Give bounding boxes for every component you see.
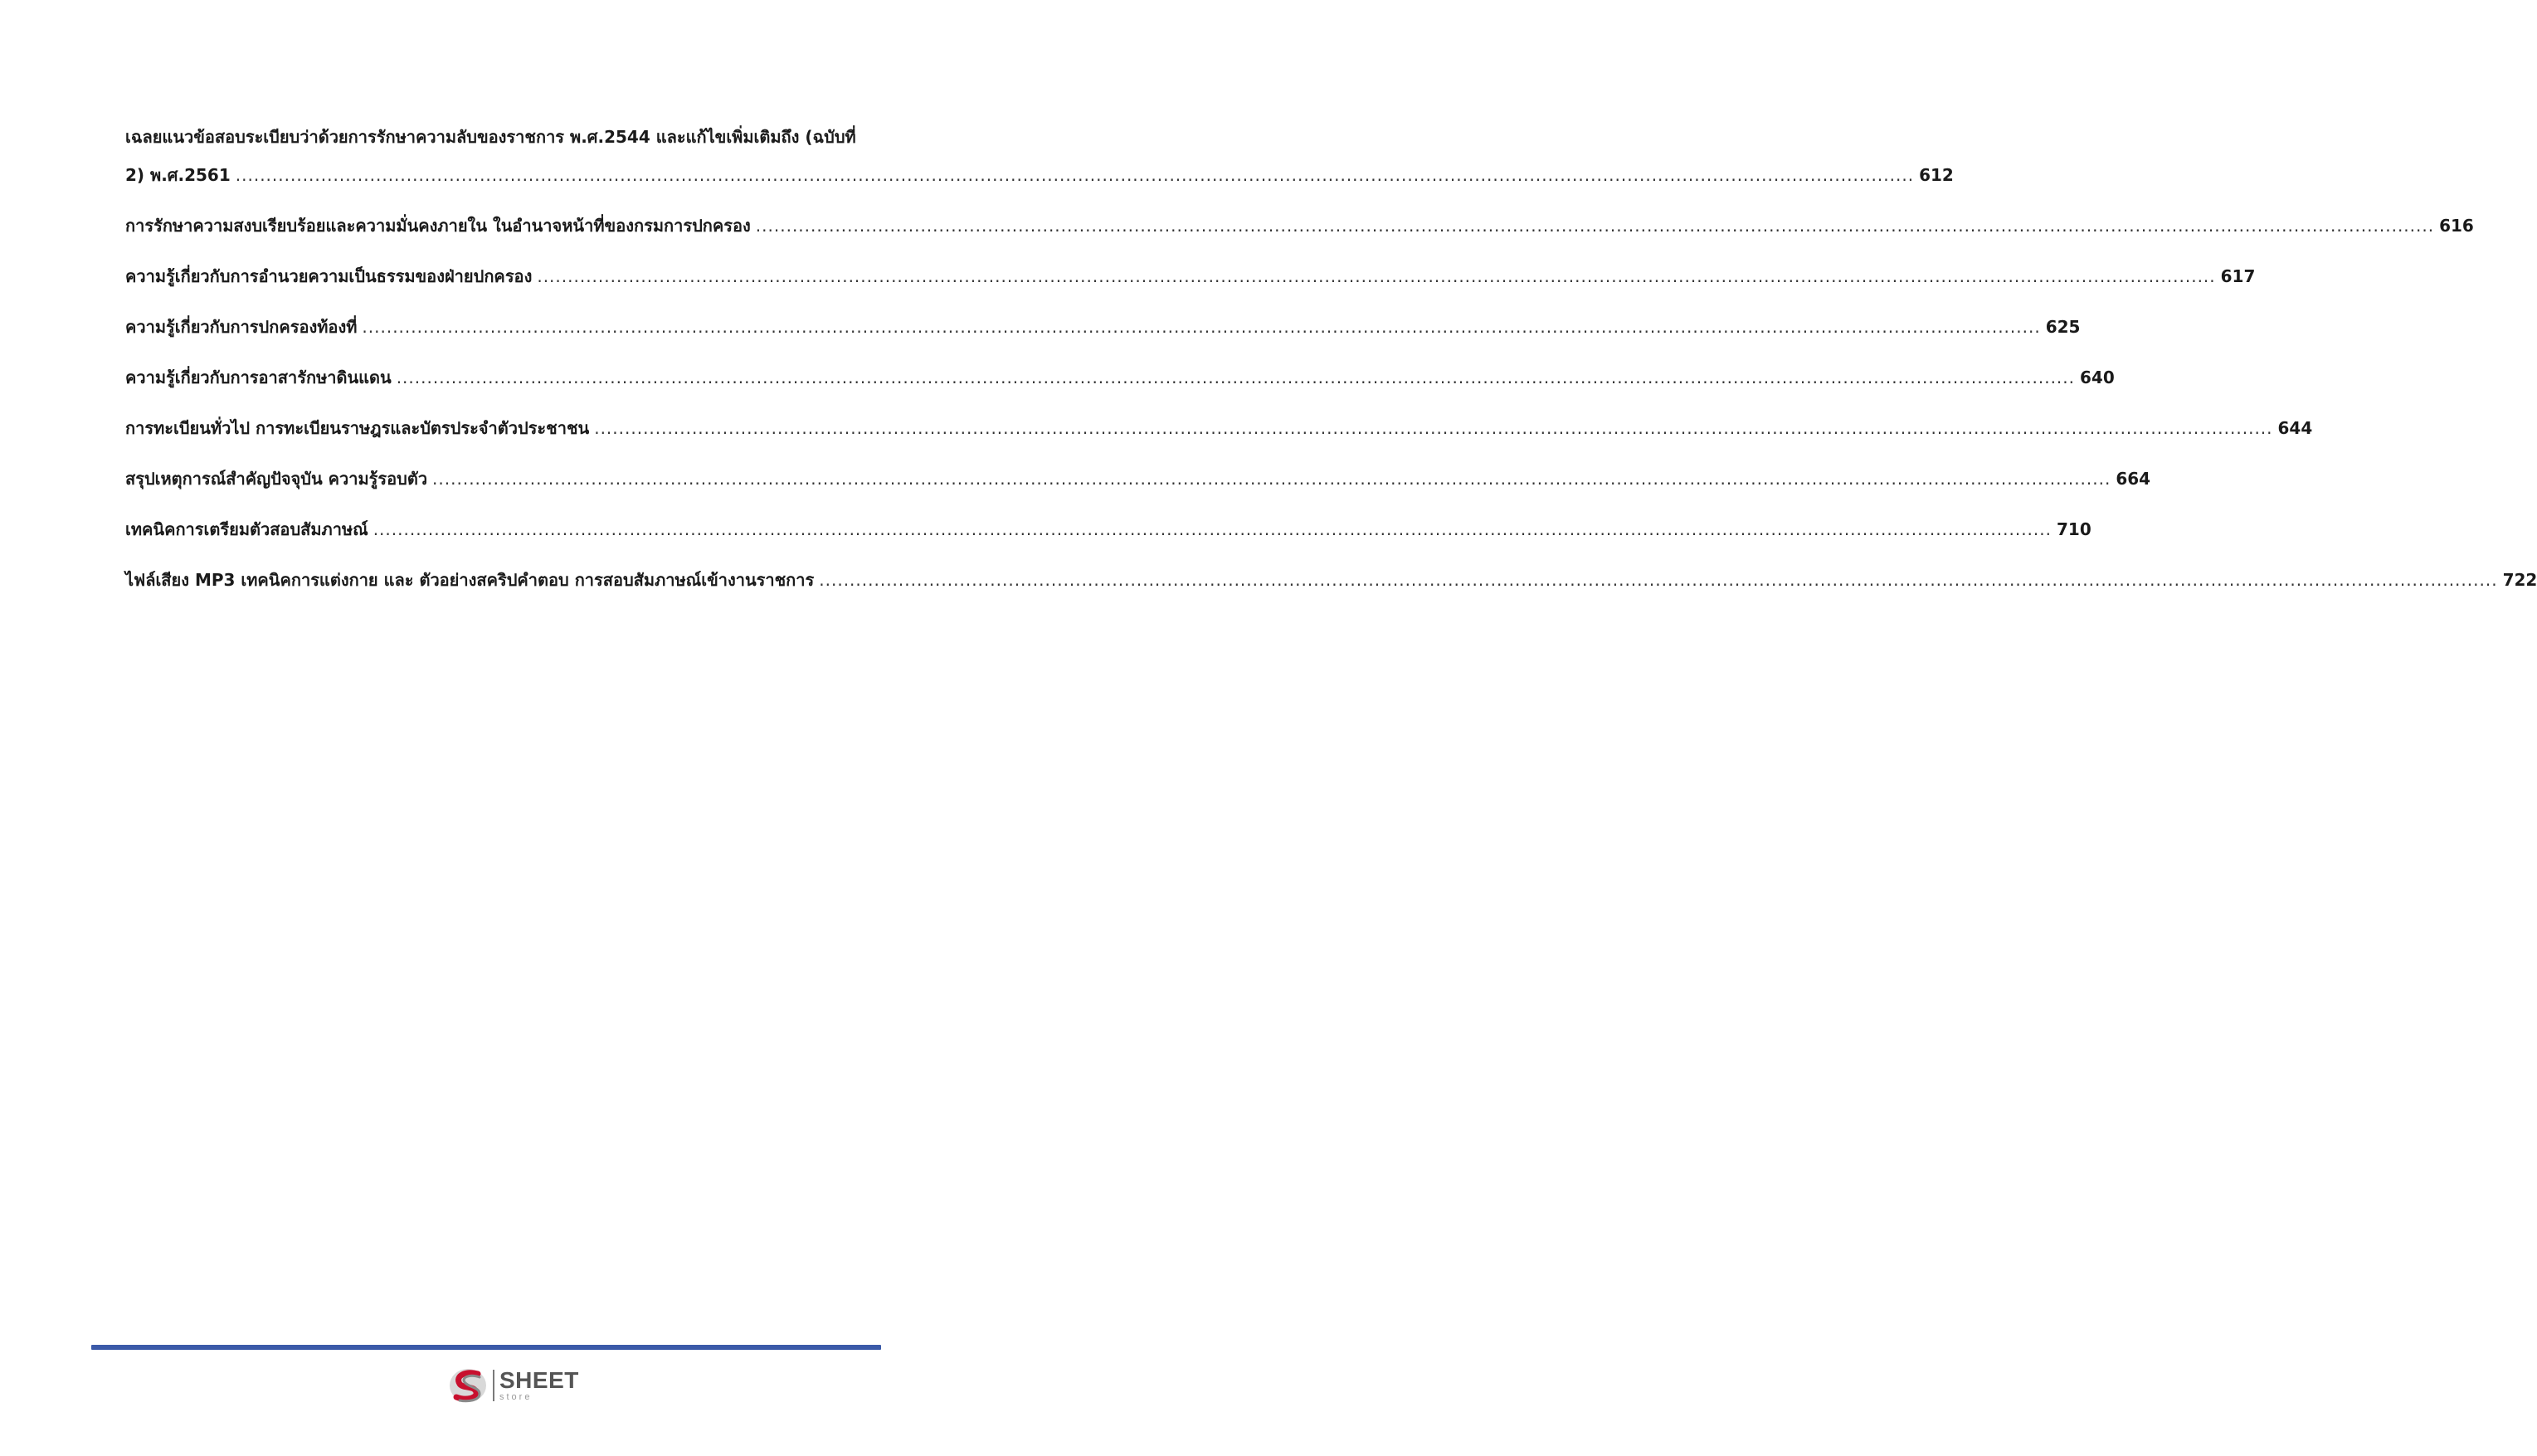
toc-entry[interactable]: [125, 314, 2081, 339]
toc-entry-title: ความรู้เกี่ยวกับการอาสารักษาดินแดน: [125, 368, 392, 387]
toc-page-number: 722: [2502, 570, 2537, 590]
footer-divider: [91, 1345, 881, 1350]
toc-page-number: 644: [2277, 418, 2313, 438]
toc-entry[interactable]: [125, 567, 2537, 592]
toc-entry[interactable]: [125, 213, 2474, 238]
toc-page-number: 640: [2080, 368, 2115, 387]
toc-page-number: 612: [1919, 165, 1954, 185]
dot-leader: [819, 567, 2497, 592]
toc-entry[interactable]: [125, 365, 2115, 390]
toc-entry[interactable]: [125, 416, 2313, 441]
toc-entry[interactable]: [125, 264, 2256, 289]
dot-leader: [432, 466, 2111, 491]
toc-entry-title: เฉลยแนวข้อสอบระเบียบว่าด้วยการรักษาความลับของราชการ พ.ศ.2544 และแก้ไขเพิ่มเติมถึง (ฉบับที่: [125, 127, 856, 147]
toc-entry-title: ไฟล์เสียง MP3 เทคนิคการแต่งกาย และ ตัวอย่างสคริปคำตอบ การสอบสัมภาษณ์เข้างานราชการ: [125, 570, 815, 590]
dot-leader: [362, 314, 2040, 339]
toc-entry-title: การรักษาความสงบเรียบร้อยและความมั่นคงภายใน ในอำนาจหน้าที่ของกรมการปกครอง: [125, 216, 751, 236]
sheet-store-logo: [448, 1365, 589, 1406]
toc-entry[interactable]: [125, 124, 1954, 187]
dot-leader: [537, 264, 2215, 289]
toc-page-number: 710: [2056, 519, 2091, 539]
toc-entry-title: สรุปเหตุการณ์สำคัญปัจจุบัน ความรู้รอบตัว: [125, 469, 428, 489]
toc-entry-title: เทคนิคการเตรียมตัวสอบสัมภาษณ์: [125, 519, 368, 539]
dot-leader: [373, 517, 2052, 542]
table-of-contents: [125, 124, 2537, 618]
toc-entry-title: ความรู้เกี่ยวกับการปกครองท้องที่: [125, 317, 358, 337]
logo-wordmark: SHEET: [499, 1367, 579, 1393]
toc-page-number: 617: [2220, 266, 2256, 286]
sheet-store-s-logo-icon: [448, 1366, 489, 1405]
toc-entry[interactable]: [125, 517, 2091, 542]
toc-page-number: 664: [2116, 469, 2151, 489]
toc-entry-title-continued: 2) พ.ศ.2561: [125, 165, 231, 185]
dot-leader: [236, 163, 1914, 187]
dot-leader: [756, 213, 2434, 238]
logo-divider: [493, 1370, 494, 1401]
toc-page-number: 616: [2439, 216, 2474, 236]
dot-leader: [397, 365, 2075, 390]
dot-leader: [594, 416, 2272, 441]
toc-entry-title: การทะเบียนทั่วไป การทะเบียนราษฎรและบัตรประจำตัวประชาชน: [125, 418, 590, 438]
logo-subtext: store: [499, 1392, 533, 1402]
toc-page-number: 625: [2045, 317, 2081, 337]
toc-entry-title: ความรู้เกี่ยวกับการอำนวยความเป็นธรรมของฝ่ายปกครอง: [125, 266, 533, 286]
toc-entry[interactable]: [125, 466, 2151, 491]
